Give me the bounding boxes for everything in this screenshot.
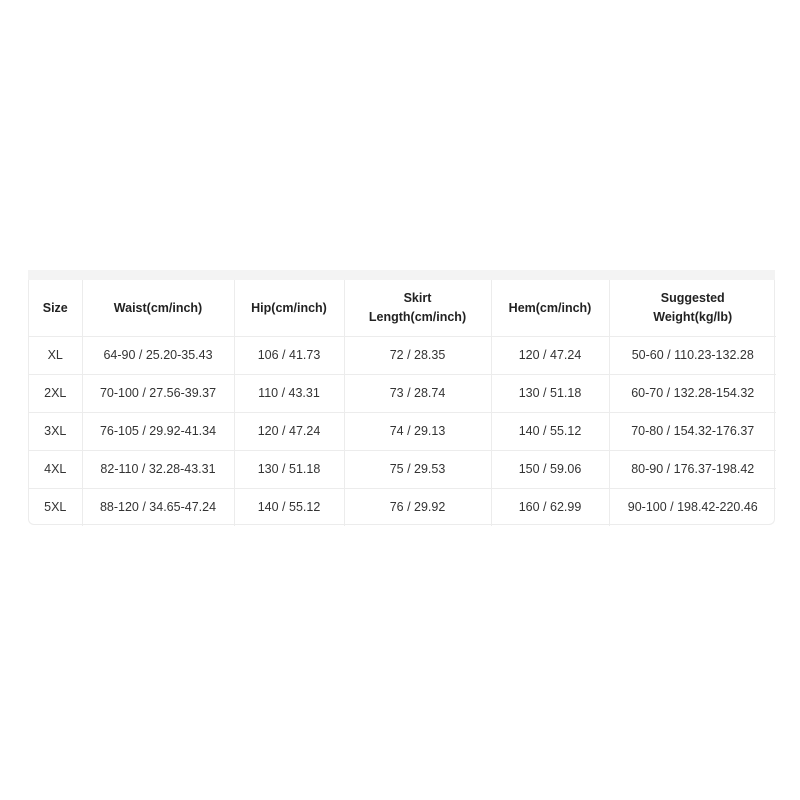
header-waist: Waist(cm/inch)	[82, 280, 234, 337]
table-header-row	[29, 280, 776, 337]
cell-hip: 130 / 51.18	[234, 451, 344, 489]
cell-hem: 150 / 59.06	[491, 451, 609, 489]
table-row	[29, 337, 776, 375]
header-skirt-length: Skirt Length(cm/inch)	[344, 280, 491, 337]
cell-size: 2XL	[29, 375, 82, 413]
cell-waist: 70-100 / 27.56-39.37	[82, 375, 234, 413]
cell-waist: 88-120 / 34.65-47.24	[82, 489, 234, 527]
cell-size: 3XL	[29, 413, 82, 451]
table-row	[29, 413, 776, 451]
cell-skirt-length: 73 / 28.74	[344, 375, 491, 413]
cell-size: 5XL	[29, 489, 82, 527]
cell-hem: 130 / 51.18	[491, 375, 609, 413]
cell-weight: 60-70 / 132.28-154.32	[609, 375, 776, 413]
cell-weight: 50-60 / 110.23-132.28	[609, 337, 776, 375]
cell-size: XL	[29, 337, 82, 375]
cell-hip: 110 / 43.31	[234, 375, 344, 413]
cell-skirt-length: 76 / 29.92	[344, 489, 491, 527]
cell-hem: 140 / 55.12	[491, 413, 609, 451]
table-top-strip	[28, 270, 775, 280]
cell-size: 4XL	[29, 451, 82, 489]
cell-hem: 160 / 62.99	[491, 489, 609, 527]
cell-weight: 80-90 / 176.37-198.42	[609, 451, 776, 489]
header-size: Size	[29, 280, 82, 337]
cell-waist: 76-105 / 29.92-41.34	[82, 413, 234, 451]
cell-skirt-length: 72 / 28.35	[344, 337, 491, 375]
cell-hip: 120 / 47.24	[234, 413, 344, 451]
cell-hip: 140 / 55.12	[234, 489, 344, 527]
size-chart	[28, 280, 775, 525]
cell-weight: 70-80 / 154.32-176.37	[609, 413, 776, 451]
cell-waist: 82-110 / 32.28-43.31	[82, 451, 234, 489]
cell-skirt-length: 74 / 29.13	[344, 413, 491, 451]
header-hem: Hem(cm/inch)	[491, 280, 609, 337]
cell-skirt-length: 75 / 29.53	[344, 451, 491, 489]
header-suggested-weight: Suggested Weight(kg/lb)	[609, 280, 776, 337]
table-row	[29, 375, 776, 413]
cell-hip: 106 / 41.73	[234, 337, 344, 375]
cell-waist: 64-90 / 25.20-35.43	[82, 337, 234, 375]
size-chart-table	[29, 280, 776, 526]
cell-hem: 120 / 47.24	[491, 337, 609, 375]
table-row	[29, 489, 776, 527]
cell-weight: 90-100 / 198.42-220.46	[627, 500, 758, 514]
table-row	[29, 451, 776, 489]
header-hip: Hip(cm/inch)	[234, 280, 344, 337]
